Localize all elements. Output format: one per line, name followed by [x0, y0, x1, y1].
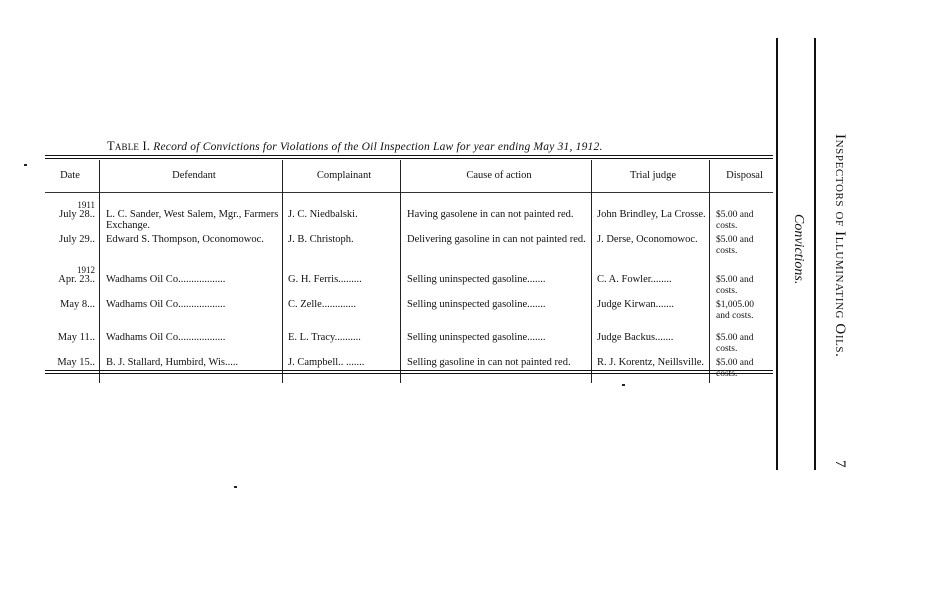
complainant-cell: J. C. Niedbalski. [283, 201, 401, 235]
defendant-cell: Edward S. Thompson, Oconomowoc. [100, 235, 283, 260]
judge-cell: Judge Kirwan....... [592, 300, 710, 325]
col-judge: Trial judge [592, 160, 710, 193]
table-header-row [45, 160, 773, 193]
table-number: Table I. [107, 139, 151, 153]
margin-rule-right [814, 38, 816, 470]
date-cell: July 29.. [59, 234, 95, 245]
date-cell: May 8... [60, 299, 95, 310]
cause-cell: Selling uninspected gasoline....... [401, 300, 592, 325]
judge-cell: R. J. Korentz, Neillsville. [592, 358, 710, 383]
disposal-cell: $5.00 and [710, 358, 774, 383]
top-rule-2 [45, 158, 773, 159]
disposal-cell: $5.00 and costs. [710, 325, 774, 358]
complainant-cell: J. B. Christoph. [283, 235, 401, 260]
margin-rule-left [776, 38, 778, 470]
judge-cell: C. A. Fowler........ [592, 260, 710, 300]
disposal-cell: $5.00 and costs. [710, 260, 774, 300]
complainant-cell: E. L. Tracy.......... [283, 325, 401, 358]
disposal-cell: $1,005.00 and costs. [710, 300, 774, 325]
table-row [45, 201, 773, 235]
cause-cell: Selling uninspected gasoline....... [401, 325, 592, 358]
defendant-cell: B. J. Stallard, Humbird, Wis..... [100, 358, 283, 383]
cause-cell: Having gasolene in can not painted red. [401, 201, 592, 235]
header-separator [45, 193, 773, 202]
section-label: Convictions. [791, 214, 806, 285]
table-row [45, 235, 773, 260]
col-disposal: Disposal [710, 160, 774, 193]
complainant-cell: J. Campbell.. ....... [283, 358, 401, 383]
judge-cell: J. Derse, Oconomowoc. [592, 235, 710, 260]
defendant-cell: Wadhams Oil Co.................. [100, 325, 283, 358]
defendant-cell: Wadhams Oil Co.................. [100, 300, 283, 325]
judge-cell: John Brindley, La Crosse. [592, 201, 710, 235]
table-caption [107, 139, 747, 154]
date-cell: May 11.. [57, 332, 95, 343]
table-title: Record of Convictions for Violations of the Oil Inspection Law for year ending May 31, 1912. [153, 141, 603, 153]
convictions-table [45, 160, 773, 383]
year-label: 1912 [77, 265, 95, 275]
col-date: Date [60, 169, 80, 181]
complainant-cell: G. H. Ferris......... [283, 260, 401, 300]
disposal-cell: $5.00 and costs. [710, 235, 774, 260]
complainant-cell: C. Zelle............. [283, 300, 401, 325]
year-label: 1911 [77, 200, 95, 210]
ink-speck [234, 486, 237, 488]
col-complainant: Complainant [283, 160, 401, 193]
date-cell: 1911 July 28.. [45, 201, 100, 235]
cause-cell: Selling uninspected gasoline....... [401, 260, 592, 300]
ink-speck [24, 164, 27, 166]
judge-cell: Judge Backus....... [592, 325, 710, 358]
disposal-cell: $5.00 and costs. [710, 201, 774, 235]
bottom-rule [45, 370, 773, 371]
ink-speck [622, 384, 625, 386]
table-row [45, 325, 773, 358]
col-cause: Cause of action [401, 160, 592, 193]
date-cell: May 15.. [57, 357, 95, 368]
bottom-rule-2 [45, 373, 773, 374]
date-cell: 1912 Apr. 23.. [45, 260, 100, 300]
col-defendant: Defendant [100, 160, 283, 193]
cause-cell: Delivering gasoline in can not painted red. [401, 235, 592, 260]
cause-cell: Selling gasoline in can not painted red. [401, 358, 592, 383]
page-number: 7 [832, 460, 848, 468]
running-head: Inspectors of Illuminating Oils. [832, 134, 848, 358]
defendant-cell: L. C. Sander, West Salem, Mgr., Farmers Exchange. [100, 201, 283, 235]
table-row [45, 300, 773, 325]
table-row [45, 260, 773, 300]
defendant-cell: Wadhams Oil Co.................. [100, 260, 283, 300]
top-rule [45, 155, 773, 156]
